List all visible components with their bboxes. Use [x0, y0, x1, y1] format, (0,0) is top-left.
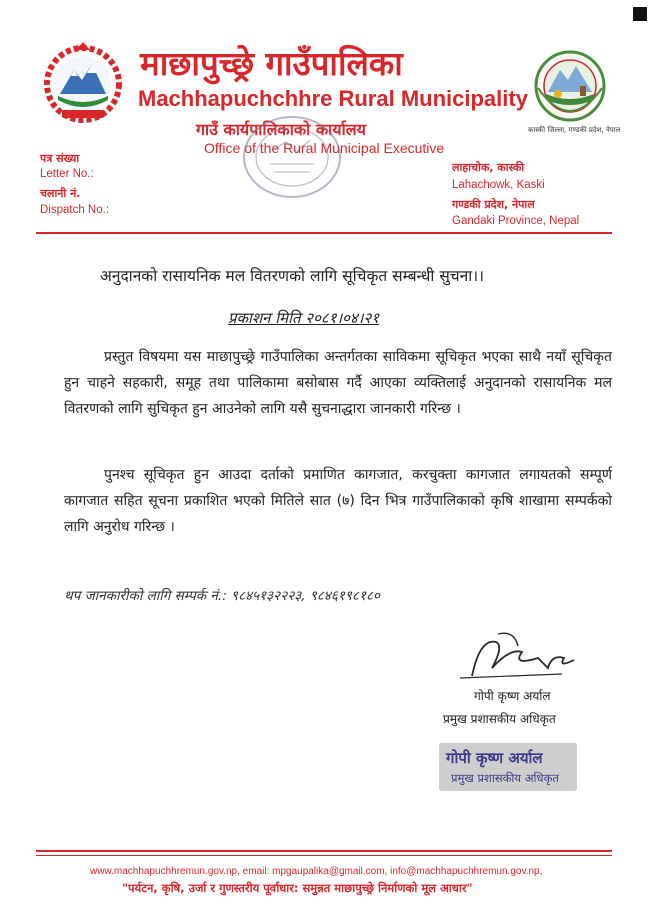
paragraph-2-text: पुनश्च सूचिकृत हुन आउदा दर्ताको प्रमाणित कागजात, करचुक्ता कागजात लगायतको सम्पूर्ण कागजात सहित सूचना प्रकाशित भएको मितिले सात (७) दिन भित्र गाउँपालिकाको कृषि शाखामा सम्पर्कको लागि अनुरोध गरिन्छ ।	[64, 467, 612, 535]
office-name-english: Office of the Rural Municipal Executive	[204, 140, 445, 156]
notice-paragraph-1	[64, 344, 612, 422]
name-stamp-name: गोपी कृष्ण अर्याल	[446, 749, 543, 767]
letter-no-label-nepali: पत्र संख्या	[40, 152, 80, 165]
footer-contacts: www.machhapuchhremun.gov.np, email: mpgaupalika@gmail.com, info@machhapuchhremun.gov.np,	[90, 866, 543, 877]
footer-divider-1	[36, 850, 612, 852]
address-line2-nepali: गण्डकी प्रदेश, नेपाल	[452, 198, 535, 211]
signatory-title: प्रमुख प्रशासकीय अधिकृत	[443, 712, 556, 726]
address-line2: Gandaki Province, Nepal	[452, 215, 580, 227]
letter-no-label: Letter No.:	[40, 168, 94, 180]
dispatch-no-label-nepali: चलानी नं.	[40, 187, 81, 200]
header-divider	[36, 232, 612, 234]
name-stamp-title: प्रमुख प्रशासकीय अधिकृत	[451, 771, 559, 785]
signatory-name: गोपी कृष्ण अर्याल	[474, 689, 551, 703]
footer-slogan: "पर्यटन, कृषि, उर्जा र गुणस्तरीय पूर्वाधार: समुन्नत माछापुच्छ्रे निर्माणको मूल आधार"	[122, 881, 473, 895]
notice-subject: अनुदानको रासायनिक मल वितरणको लागि सूचिकृत सम्बन्धी सुचना।।	[100, 267, 484, 285]
notice-paragraph-2	[64, 462, 612, 540]
address-line1-nepali: लाहाचोक, कास्की	[452, 161, 525, 174]
municipality-name-nepali: माछापुच्छ्रे गाउँपालिका	[140, 44, 403, 83]
paragraph-1-text: प्रस्तुत विषयमा यस माछापुच्छ्रे गाउँपालिका अन्तर्गतका साविकमा सूचिकृत भएका साथै नयाँ सूचिकृत हुन चाहने सहकारी, समूह तथा पालिकामा बसोबास गर्दै आएका व्यक्तिलाई अनुदानको रासायनिक मल वितरणको लागि सुचिकृत हुन आउनेको लागि यसै सुचनाद्धारा जानकारी गरिन्छ ।	[64, 349, 612, 417]
seal-caption: कास्की जिल्ला, गण्डकी प्रदेश, नेपाल	[528, 126, 621, 134]
corner-mark	[633, 7, 647, 21]
office-name-nepali: गाउँ कार्यपालिकाको कार्यालय	[196, 120, 366, 139]
dispatch-no-label: Dispatch No.:	[40, 204, 110, 216]
contact-numbers: थप जानकारीको लागि सम्पर्क नं.: ९८४५१३२२२३, ९८४६१९८१८०	[64, 588, 381, 604]
municipality-name-english: Machhapuchchhre Rural Municipality	[138, 86, 528, 111]
handwritten-signature	[452, 628, 588, 688]
nepal-emblem-logo	[40, 42, 126, 124]
publication-date: प्रकाशन मिति २०८१।०४।२१	[228, 309, 380, 327]
office-stamp-faded	[240, 112, 344, 202]
address-line1: Lahachowk, Kaski	[452, 179, 545, 191]
footer-divider-2	[36, 855, 612, 856]
municipality-seal-logo	[528, 48, 621, 134]
